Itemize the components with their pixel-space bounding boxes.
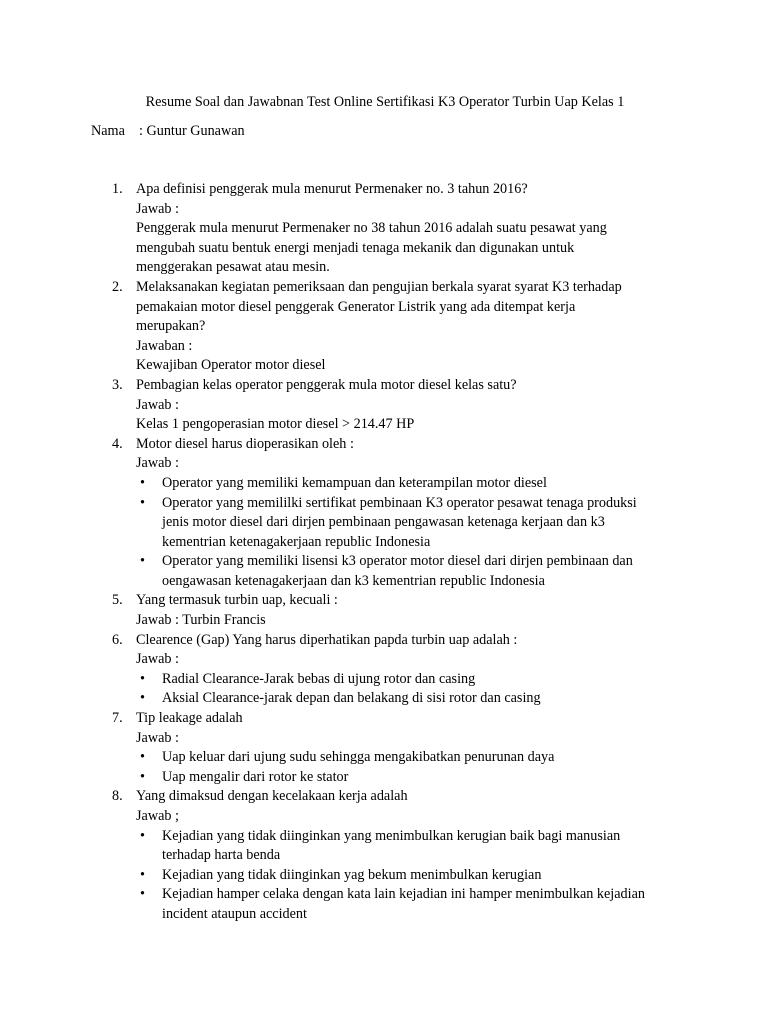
document-title: Resume Soal dan Jawabnan Test Online Sertifikasi K3 Operator Turbin Uap Kelas 1 — [145, 94, 625, 110]
answer-bullet-item — [136, 670, 682, 690]
question-text: merupakan? — [136, 318, 206, 335]
bullet-text: Uap mengalir dari rotor ke stator — [162, 768, 349, 785]
question-item — [0, 787, 676, 924]
question-item — [0, 631, 676, 709]
answer-text: Kewajiban Operator motor diesel — [136, 357, 326, 374]
question-text: Melaksanakan kegiatan pemeriksaan dan pengujian berkala syarat syarat K3 terhadap — [136, 278, 622, 295]
answer-bullets — [136, 474, 676, 592]
question-number: 1. — [112, 181, 123, 197]
answer-bullet-item — [136, 474, 682, 494]
question-list — [0, 180, 768, 925]
answer-label: Jawab : — [136, 455, 179, 472]
bullet-icon: • — [140, 827, 145, 844]
answer-bullet-item — [136, 827, 682, 866]
bullet-icon: • — [140, 494, 145, 511]
bullet-text: Operator yang memiliki kemampuan dan keterampilan motor diesel — [162, 474, 547, 491]
answer-bullet-item — [136, 748, 682, 768]
name-label: Nama — [91, 123, 125, 139]
question-item — [0, 278, 676, 376]
answer-bullet-item — [136, 885, 682, 924]
bullet-icon: • — [140, 768, 145, 785]
question-item — [0, 709, 676, 787]
question-text: Clearence (Gap) Yang harus diperhatikan papda turbin uap adalah : — [136, 631, 518, 648]
question-text: Tip leakage adalah — [136, 710, 243, 727]
name-row — [91, 122, 245, 142]
question-number: 5. — [112, 592, 123, 609]
bullet-text: jenis motor diesel dari dirjen pembinaan pengawasan ketenaga kerjaan dan k3 — [162, 514, 605, 531]
answer-text: menggerakan pesawat atau mesin. — [136, 259, 330, 276]
bullet-text: kementrian ketenagakerjaan republic Indonesia — [162, 533, 431, 550]
answer-text: mengubah suatu bentuk energi menjadi tenaga mekanik dan digunakan untuk — [136, 239, 575, 256]
answer-label: Jawab : — [136, 396, 179, 413]
bullet-icon: • — [140, 749, 145, 766]
bullet-text: Operator yang memililki sertifikat pembinaan K3 operator pesawat tenaga produksi — [162, 494, 637, 511]
answer-label: Jawab : — [136, 729, 179, 746]
answer-bullet-item — [136, 866, 682, 886]
answer-text: Penggerak mula menurut Permenaker no 38 tahun 2016 adalah suatu pesawat yang — [136, 220, 607, 237]
bullet-text: Radial Clearance-Jarak bebas di ujung rotor dan casing — [162, 670, 476, 687]
bullet-icon: • — [140, 474, 145, 491]
question-text: Yang termasuk turbin uap, kecuali : — [136, 592, 338, 609]
question-number: 8. — [112, 788, 123, 805]
answer-label: Jawab : Turbin Francis — [136, 612, 266, 629]
question-number: 7. — [112, 710, 123, 727]
question-item — [0, 180, 676, 278]
bullet-icon: • — [140, 670, 145, 687]
answer-bullet-item — [136, 552, 682, 591]
question-item — [0, 591, 676, 630]
question-text: Apa definisi penggerak mula menurut Permenaker no. 3 tahun 2016? — [136, 181, 528, 197]
bullet-text: terhadap harta benda — [162, 847, 281, 864]
bullet-icon: • — [140, 866, 145, 883]
question-number: 4. — [112, 435, 123, 452]
bullet-text: incident ataupun accident — [162, 905, 307, 922]
bullet-icon: • — [140, 886, 145, 903]
bullet-text: Operator yang memiliki lisensi k3 operator motor diesel dari dirjen pembinaan dan — [162, 553, 633, 570]
answer-bullets — [136, 748, 676, 787]
name-value: : Guntur Gunawan — [139, 123, 245, 139]
question-item — [0, 376, 676, 435]
question-number: 6. — [112, 631, 123, 648]
answer-text: Kelas 1 pengoperasian motor diesel > 214.47 HP — [136, 416, 415, 433]
answer-label: Jawab : — [136, 651, 179, 668]
question-text: Motor diesel harus dioperasikan oleh : — [136, 435, 354, 452]
question-number: 2. — [112, 278, 123, 295]
answer-bullets — [136, 670, 676, 709]
question-text: Yang dimaksud dengan kecelakaan kerja adalah — [136, 788, 408, 805]
bullet-text: Uap keluar dari ujung sudu sehingga mengakibatkan penurunan daya — [162, 749, 555, 766]
answer-label: Jawab : — [136, 200, 179, 217]
answer-label: Jawaban : — [136, 337, 193, 354]
answer-label: Jawab ; — [136, 808, 179, 824]
bullet-text: Kejadian hamper celaka dengan kata lain kejadian ini hamper menimbulkan kejadian — [162, 886, 645, 903]
answer-bullets — [136, 827, 676, 925]
answer-bullet-item — [136, 768, 682, 788]
question-text: Pembagian kelas operator penggerak mula motor diesel kelas satu? — [136, 376, 517, 393]
bullet-text: oengawasan ketenagakerjaan dan k3 kementrian republic Indonesia — [162, 572, 545, 589]
question-number: 3. — [112, 376, 123, 393]
bullet-text: Kejadian yang tidak diinginkan yag bekum menimbulkan kerugian — [162, 866, 542, 883]
bullet-text: Aksial Clearance-jarak depan dan belakang di sisi rotor dan casing — [162, 690, 541, 707]
question-item — [0, 435, 676, 592]
answer-bullet-item — [136, 494, 682, 553]
bullet-text: Kejadian yang tidak diinginkan yang menimbulkan kerugian baik bagi manusian — [162, 827, 621, 844]
answer-bullet-item — [136, 689, 682, 709]
bullet-icon: • — [140, 690, 145, 707]
bullet-icon: • — [140, 553, 145, 570]
question-text: pemakaian motor diesel penggerak Generator Listrik yang ada ditempat kerja — [136, 298, 576, 315]
